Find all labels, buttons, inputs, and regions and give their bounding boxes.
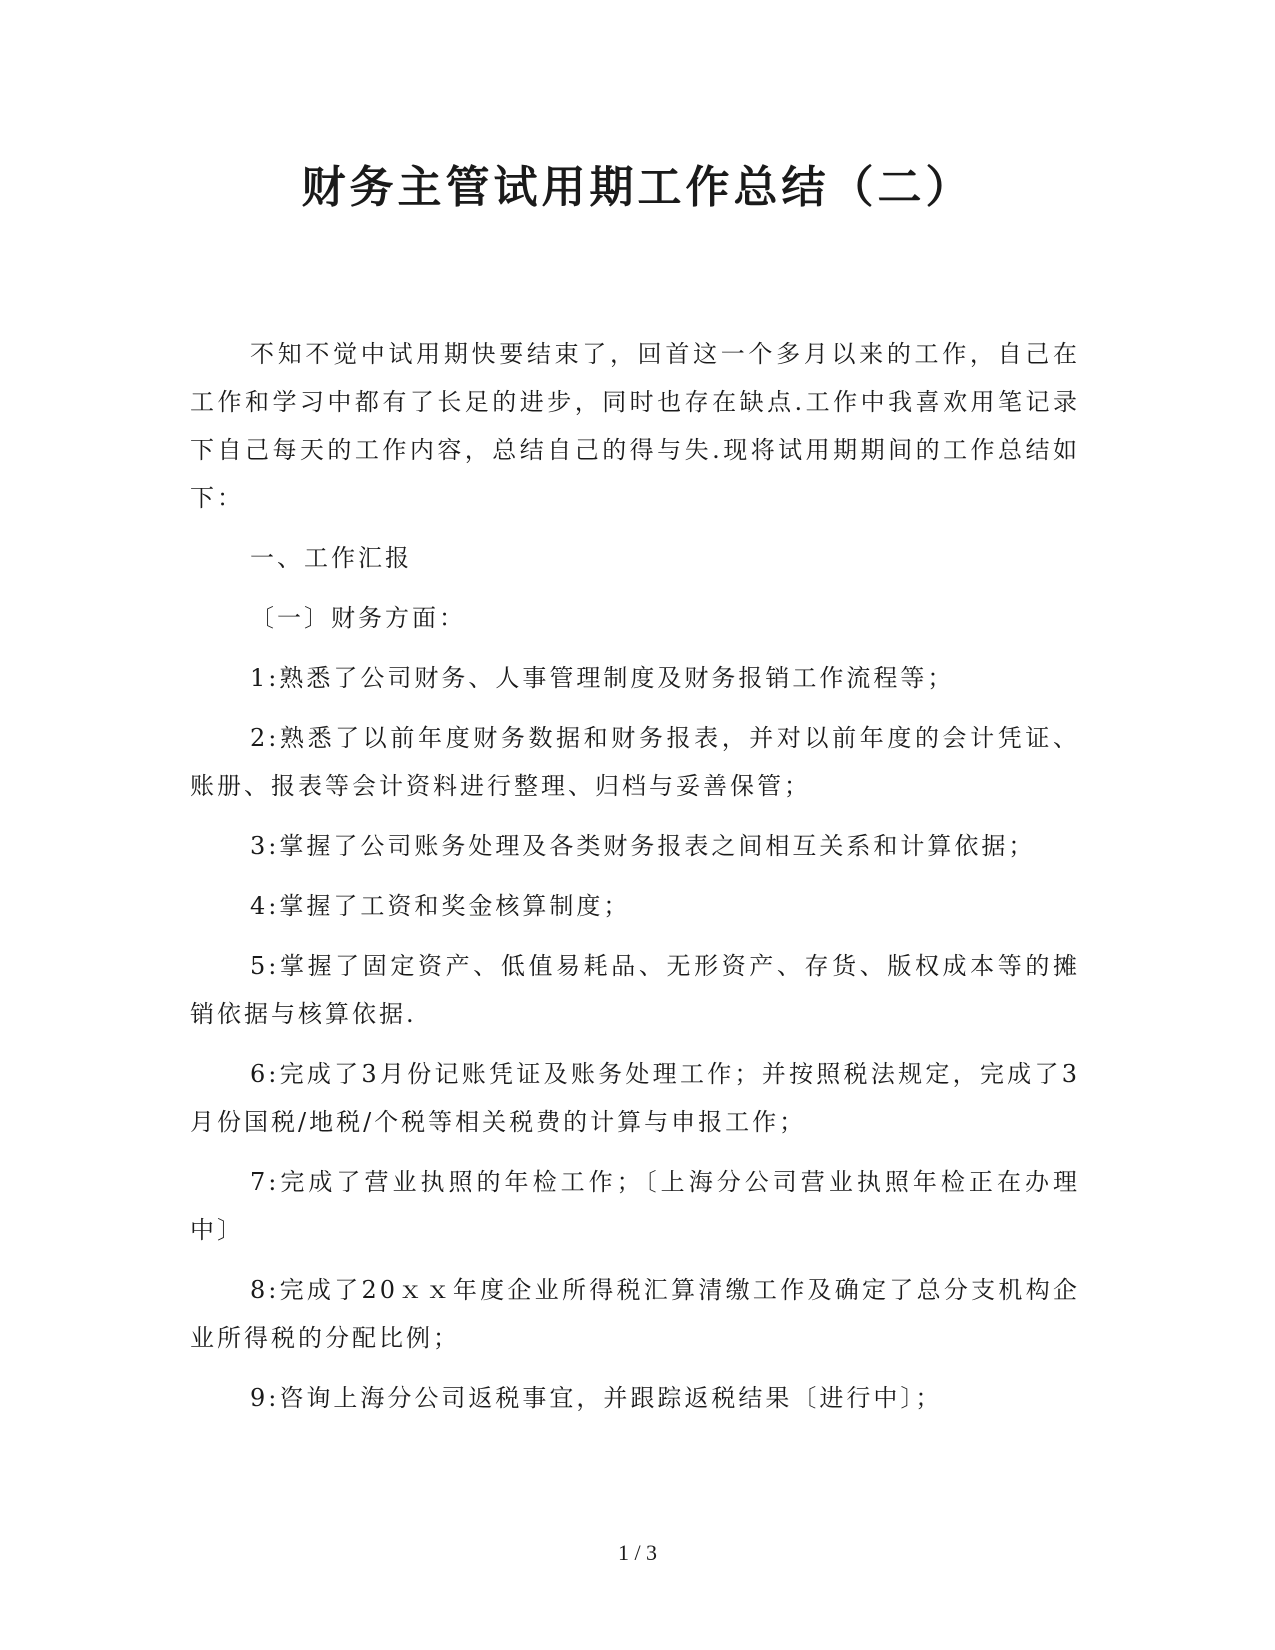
subsection-heading-finance: 〔一〕财务方面： — [250, 604, 466, 632]
page-number: 1 / 3 — [617, 1540, 658, 1565]
list-item-5: 5:掌握了固定资产、低值易耗品、无形资产、存货、版权成本等的摊销依据与核算依据. — [190, 952, 1080, 1028]
document-body — [190, 330, 1080, 1422]
list-item-2: 2:熟悉了以前年度财务数据和财务报表，并对以前年度的会计凭证、账册、报表等会计资料进行整理、归档与妥善保管； — [190, 724, 1080, 800]
list-item-1: 1:熟悉了公司财务、人事管理制度及财务报销工作流程等； — [250, 664, 955, 692]
paragraph-intro: 不知不觉中试用期快要结束了，回首这一个多月以来的工作，自己在工作和学习中都有了长足的进步，同时也存在缺点.工作中我喜欢用笔记录下自己每天的工作内容，总结自己的得与失.现将试用期期间的工作总结如下： — [190, 340, 1080, 512]
list-item-7: 7:完成了营业执照的年检工作；〔上海分公司营业执照年检正在办理中〕 — [190, 1168, 1080, 1244]
list-item-8: 8:完成了20ｘｘ年度企业所得税汇算清缴工作及确定了总分支机构企业所得税的分配比例； — [190, 1276, 1080, 1352]
list-item-4: 4:掌握了工资和奖金核算制度； — [250, 892, 631, 920]
document-title: 财务主管试用期工作总结（二） — [301, 162, 974, 213]
list-item-3: 3:掌握了公司账务处理及各类财务报表之间相互关系和计算依据； — [250, 832, 1036, 860]
list-item-6: 6:完成了3月份记账凭证及账务处理工作；并按照税法规定，完成了3月份国税/地税/个税等相关税费的计算与申报工作； — [190, 1060, 1080, 1136]
list-item-9: 9:咨询上海分公司返税事宜，并跟踪返税结果〔进行中〕； — [250, 1384, 943, 1412]
section-heading-work-report: 一、工作汇报 — [250, 544, 412, 572]
